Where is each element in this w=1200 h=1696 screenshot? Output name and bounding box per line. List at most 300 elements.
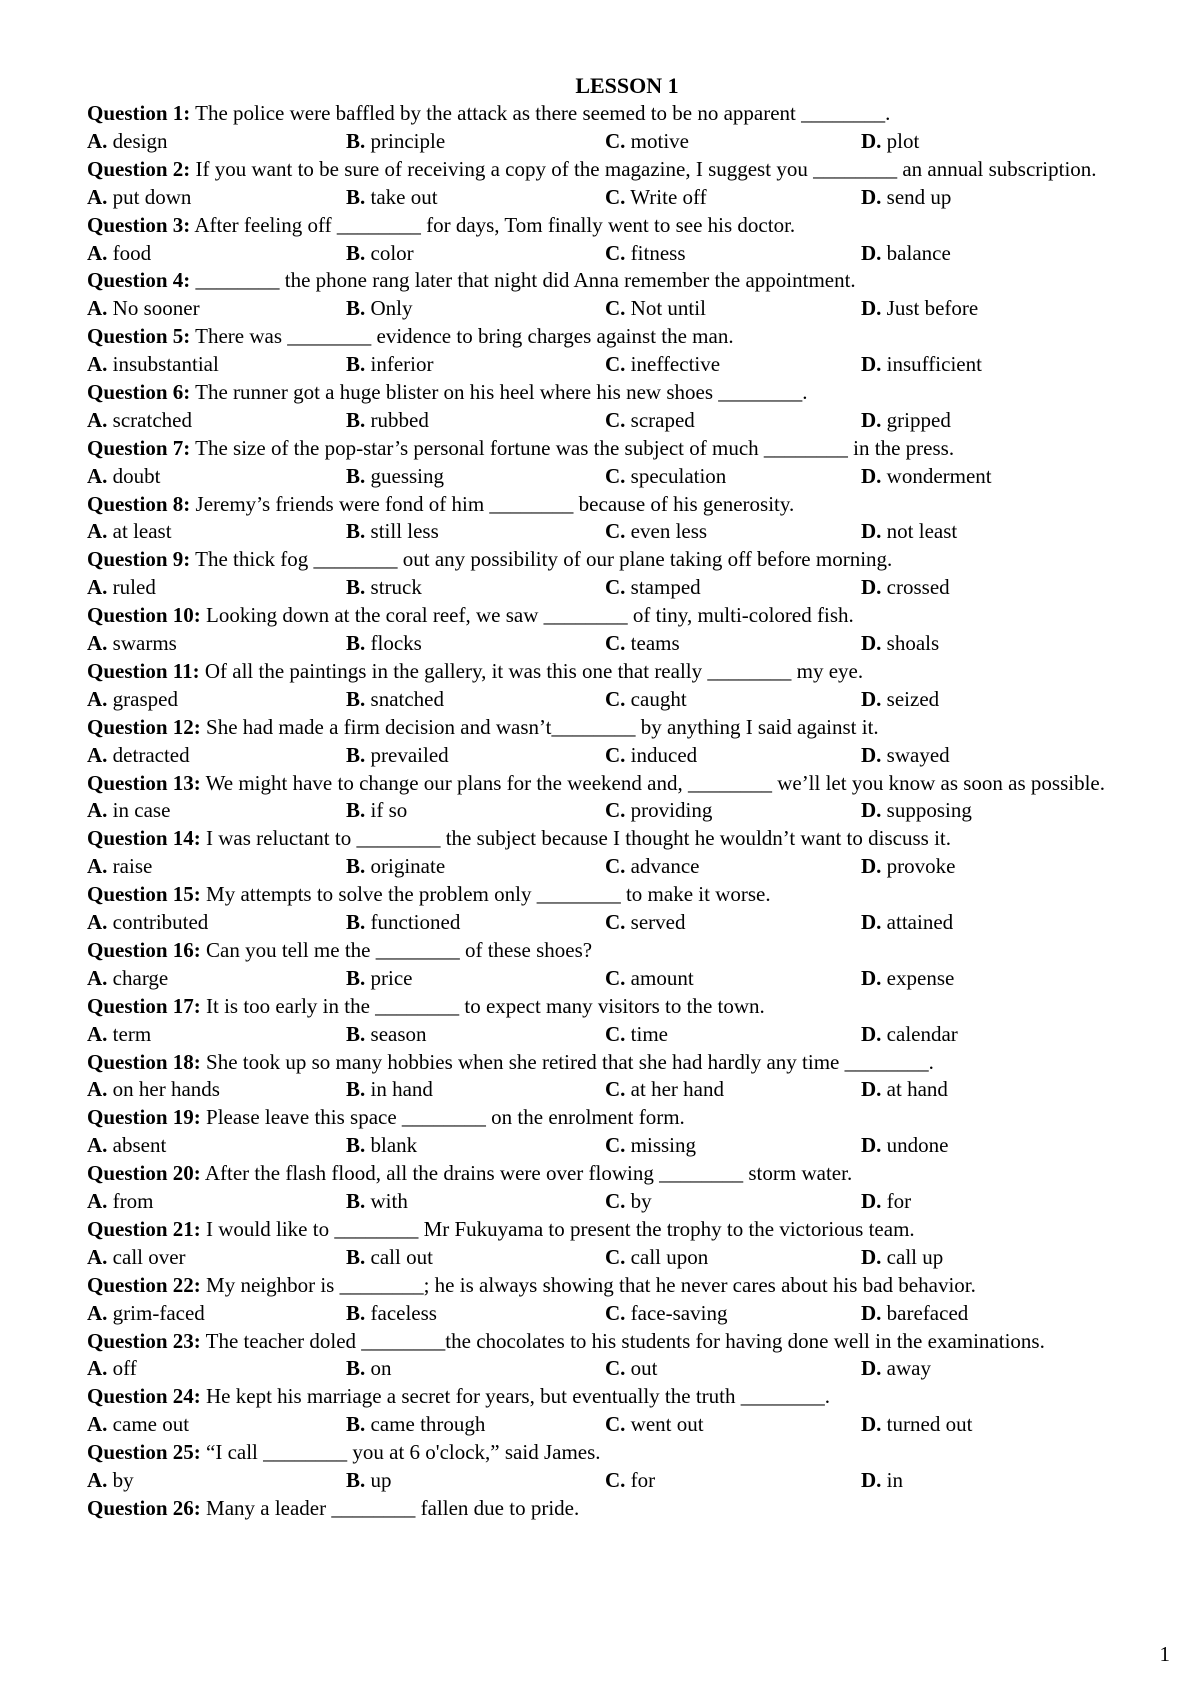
option-text: put down (112, 184, 192, 209)
answer-option (605, 407, 861, 435)
option-letter: C. (605, 686, 626, 711)
option-text: call out (370, 1244, 433, 1269)
answer-options (87, 1355, 1168, 1383)
option-text: face-saving (630, 1300, 728, 1325)
option-letter: C. (605, 631, 626, 656)
option-letter: D. (861, 631, 882, 656)
question-stem (87, 100, 1168, 128)
option-letter: D. (861, 184, 882, 209)
answer-option (861, 909, 1168, 937)
answer-option (87, 128, 346, 156)
option-text: grim-faced (112, 1300, 205, 1325)
option-letter: C. (605, 407, 626, 432)
answer-option (346, 1467, 605, 1495)
option-text: swayed (886, 742, 950, 767)
option-letter: D. (861, 575, 882, 600)
option-letter: D. (861, 463, 882, 488)
answer-option (87, 351, 346, 379)
option-letter: B. (346, 1412, 366, 1437)
option-letter: D. (861, 128, 882, 153)
question-label: Question 5: (87, 324, 191, 349)
option-letter: D. (861, 1244, 882, 1269)
question-text: Please leave this space ________ on the enrolment form. (206, 1105, 685, 1130)
question-stem (87, 658, 1168, 686)
answer-option (605, 184, 861, 212)
question-block (87, 1049, 1168, 1105)
option-text: came through (370, 1412, 486, 1437)
question-stem (87, 267, 1168, 295)
option-text: went out (630, 1412, 704, 1437)
answer-option (861, 1132, 1168, 1160)
question-label: Question 21: (87, 1216, 201, 1241)
answer-option (605, 797, 861, 825)
option-letter: B. (346, 965, 366, 990)
option-text: insubstantial (112, 352, 219, 377)
option-text: away (886, 1356, 931, 1381)
question-stem (87, 1439, 1168, 1467)
page-title: LESSON 1 (575, 73, 679, 98)
question-text: The teacher doled ________the chocolates to his students for having done well in the examinations. (205, 1328, 1045, 1353)
option-text: turned out (886, 1412, 973, 1437)
question-block (87, 1216, 1168, 1272)
question-label: Question 22: (87, 1272, 201, 1297)
option-text: undone (886, 1133, 949, 1158)
option-letter: C. (605, 296, 626, 321)
option-letter: A. (87, 1412, 108, 1437)
answer-option (605, 1076, 861, 1104)
option-letter: B. (346, 686, 366, 711)
question-block (87, 881, 1168, 937)
question-text: “I call ________ you at 6 o'clock,” said James. (206, 1440, 601, 1465)
option-text: detracted (112, 742, 190, 767)
question-text: Many a leader ________ fallen due to pride. (206, 1495, 580, 1520)
answer-option (87, 518, 346, 546)
option-letter: C. (605, 965, 626, 990)
question-stem (87, 323, 1168, 351)
option-text: design (112, 128, 168, 153)
question-stem (87, 770, 1168, 798)
answer-options (87, 630, 1168, 658)
option-letter: D. (861, 965, 882, 990)
option-letter: B. (346, 1468, 366, 1493)
answer-option (861, 463, 1168, 491)
option-letter: B. (346, 1021, 366, 1046)
answer-options (87, 797, 1168, 825)
option-letter: D. (861, 910, 882, 935)
question-label: Question 23: (87, 1328, 201, 1353)
question-label: Question 19: (87, 1105, 201, 1130)
option-text: call up (886, 1244, 944, 1269)
option-text: take out (370, 184, 438, 209)
option-letter: B. (346, 854, 366, 879)
answer-option (87, 463, 346, 491)
option-text: calendar (886, 1021, 958, 1046)
question-block (87, 212, 1168, 268)
answer-option (87, 853, 346, 881)
option-text: off (112, 1356, 137, 1381)
answer-options (87, 240, 1168, 268)
option-letter: D. (861, 1189, 882, 1214)
answer-options (87, 909, 1168, 937)
option-text: expense (886, 965, 955, 990)
question-label: Question 20: (87, 1161, 201, 1186)
option-letter: B. (346, 240, 366, 265)
question-stem (87, 1328, 1168, 1356)
option-letter: C. (605, 798, 626, 823)
answer-option (346, 463, 605, 491)
option-text: functioned (370, 910, 461, 935)
option-text: guessing (370, 463, 445, 488)
question-text: ________ the phone rang later that night did Anna remember the appointment. (195, 268, 856, 293)
answer-option (861, 1355, 1168, 1383)
answer-option (861, 797, 1168, 825)
option-letter: B. (346, 352, 366, 377)
answer-option (861, 1188, 1168, 1216)
answer-options (87, 1244, 1168, 1272)
answer-option (861, 295, 1168, 323)
answer-options (87, 1300, 1168, 1328)
option-text: struck (370, 575, 422, 600)
option-text: shoals (886, 631, 940, 656)
option-letter: D. (861, 296, 882, 321)
option-letter: B. (346, 575, 366, 600)
question-stem (87, 546, 1168, 574)
answer-option (861, 1021, 1168, 1049)
answer-option (861, 1244, 1168, 1272)
answer-options (87, 184, 1168, 212)
answer-option (87, 630, 346, 658)
question-label: Question 8: (87, 491, 191, 516)
question-text: Jeremy’s friends were fond of him ________ because of his generosity. (195, 491, 795, 516)
option-letter: C. (605, 128, 626, 153)
question-text: Of all the paintings in the gallery, it was this one that really ________ my eye. (204, 658, 864, 683)
option-letter: A. (87, 128, 108, 153)
question-block (87, 100, 1168, 156)
answer-option (346, 965, 605, 993)
option-text: on her hands (112, 1077, 220, 1102)
question-block (87, 1272, 1168, 1328)
option-text: insufficient (886, 352, 982, 377)
question-stem (87, 1383, 1168, 1411)
question-block (87, 1104, 1168, 1160)
answer-option (346, 184, 605, 212)
answer-option (605, 1188, 861, 1216)
answer-option (346, 1021, 605, 1049)
question-stem (87, 714, 1168, 742)
answer-option (861, 630, 1168, 658)
option-letter: C. (605, 1412, 626, 1437)
answer-option (87, 742, 346, 770)
question-text: The thick fog ________ out any possibility of our plane taking off before morning. (195, 547, 893, 572)
answer-option (346, 518, 605, 546)
answer-option (861, 686, 1168, 714)
option-letter: A. (87, 631, 108, 656)
option-letter: A. (87, 1468, 108, 1493)
option-text: stamped (630, 575, 701, 600)
option-letter: C. (605, 1133, 626, 1158)
option-text: balance (886, 240, 951, 265)
option-text: by (630, 1189, 652, 1214)
question-block (87, 937, 1168, 993)
question-block (87, 602, 1168, 658)
answer-option (605, 742, 861, 770)
option-text: Just before (886, 296, 979, 321)
question-block (87, 379, 1168, 435)
option-letter: A. (87, 1021, 108, 1046)
answer-option (861, 407, 1168, 435)
answer-option (861, 965, 1168, 993)
answer-options (87, 686, 1168, 714)
question-text: The size of the pop-star’s personal fortune was the subject of much ________ in the press. (195, 435, 955, 460)
option-letter: D. (861, 1300, 882, 1325)
question-label: Question 14: (87, 826, 201, 851)
option-letter: D. (861, 1356, 882, 1381)
option-letter: A. (87, 296, 108, 321)
option-text: provoke (886, 854, 956, 879)
option-text: swarms (112, 631, 177, 656)
question-label: Question 15: (87, 882, 201, 907)
option-letter: A. (87, 742, 108, 767)
option-text: in hand (370, 1077, 433, 1102)
answer-option (346, 1132, 605, 1160)
option-text: time (630, 1021, 668, 1046)
answer-option (346, 853, 605, 881)
option-text: induced (630, 742, 698, 767)
answer-option (87, 686, 346, 714)
option-text: ineffective (630, 352, 721, 377)
answer-option (346, 574, 605, 602)
option-letter: D. (861, 240, 882, 265)
option-letter: B. (346, 407, 366, 432)
option-text: in (886, 1468, 904, 1493)
option-letter: C. (605, 910, 626, 935)
option-letter: A. (87, 1077, 108, 1102)
option-text: Write off (630, 184, 707, 209)
option-letter: A. (87, 463, 108, 488)
option-letter: D. (861, 407, 882, 432)
option-letter: A. (87, 519, 108, 544)
answer-option (861, 853, 1168, 881)
question-stem (87, 993, 1168, 1021)
answer-options (87, 407, 1168, 435)
answer-option (346, 240, 605, 268)
option-letter: B. (346, 1133, 366, 1158)
answer-option (605, 1021, 861, 1049)
option-letter: C. (605, 463, 626, 488)
option-letter: B. (346, 631, 366, 656)
answer-option (346, 128, 605, 156)
option-letter: C. (605, 519, 626, 544)
option-letter: B. (346, 1300, 366, 1325)
option-letter: D. (861, 686, 882, 711)
question-text: She had made a firm decision and wasn’t________ by anything I said against it. (206, 714, 879, 739)
option-letter: C. (605, 742, 626, 767)
option-letter: A. (87, 352, 108, 377)
answer-option (346, 295, 605, 323)
option-text: out (630, 1356, 658, 1381)
option-text: barefaced (886, 1300, 969, 1325)
option-letter: A. (87, 407, 108, 432)
option-text: teams (630, 631, 680, 656)
question-stem (87, 379, 1168, 407)
option-letter: B. (346, 128, 366, 153)
answer-option (861, 1300, 1168, 1328)
answer-option (346, 1355, 605, 1383)
question-stem (87, 881, 1168, 909)
question-stem (87, 491, 1168, 519)
option-text: for (886, 1189, 912, 1214)
option-text: doubt (112, 463, 161, 488)
answer-option (87, 1411, 346, 1439)
answer-option (605, 1355, 861, 1383)
answer-option (346, 909, 605, 937)
option-letter: A. (87, 910, 108, 935)
answer-option (861, 240, 1168, 268)
question-text: He kept his marriage a secret for years, but eventually the truth ________. (206, 1384, 830, 1409)
option-text: if so (370, 798, 408, 823)
answer-option (346, 686, 605, 714)
option-text: with (370, 1189, 408, 1214)
option-letter: A. (87, 1189, 108, 1214)
answer-options (87, 574, 1168, 602)
answer-options (87, 1188, 1168, 1216)
answer-option (87, 184, 346, 212)
answer-option (346, 1188, 605, 1216)
option-letter: B. (346, 184, 366, 209)
option-text: seized (886, 686, 940, 711)
option-text: gripped (886, 407, 951, 432)
question-stem (87, 1049, 1168, 1077)
answer-option (605, 1300, 861, 1328)
option-text: season (370, 1021, 427, 1046)
question-text: She took up so many hobbies when she retired that she had hardly any time ________. (206, 1049, 934, 1074)
option-letter: A. (87, 184, 108, 209)
option-text: raise (112, 854, 153, 879)
question-text: I was reluctant to ________ the subject because I thought he wouldn’t want to discuss it. (206, 826, 951, 851)
option-text: providing (630, 798, 713, 823)
answer-option (861, 184, 1168, 212)
question-text: If you want to be sure of receiving a copy of the magazine, I suggest you ________ an annual subscription. (195, 156, 1097, 181)
answer-option (87, 797, 346, 825)
answer-option (346, 630, 605, 658)
answer-option (605, 853, 861, 881)
option-text: grasped (112, 686, 178, 711)
option-letter: A. (87, 240, 108, 265)
question-list (87, 100, 1168, 1523)
answer-option (605, 518, 861, 546)
answer-option (87, 909, 346, 937)
option-letter: B. (346, 296, 366, 321)
question-block (87, 993, 1168, 1049)
option-text: fitness (630, 240, 686, 265)
answer-option (861, 742, 1168, 770)
answer-option (861, 1076, 1168, 1104)
question-block (87, 1495, 1168, 1523)
option-letter: D. (861, 742, 882, 767)
answer-option (605, 351, 861, 379)
answer-option (605, 240, 861, 268)
question-text: My attempts to solve the problem only ________ to make it worse. (206, 882, 771, 907)
question-label: Question 17: (87, 993, 201, 1018)
option-text: plot (886, 128, 920, 153)
option-text: attained (886, 910, 954, 935)
answer-option (605, 1467, 861, 1495)
option-text: served (630, 910, 686, 935)
question-stem (87, 435, 1168, 463)
option-letter: D. (861, 1077, 882, 1102)
answer-option (605, 1132, 861, 1160)
answer-options (87, 463, 1168, 491)
option-letter: C. (605, 1189, 626, 1214)
option-text: still less (370, 519, 439, 544)
option-text: color (370, 240, 414, 265)
option-text: Only (370, 296, 413, 321)
question-block (87, 435, 1168, 491)
question-text: It is too early in the ________ to expect many visitors to the town. (206, 993, 765, 1018)
answer-options (87, 742, 1168, 770)
option-text: contributed (112, 910, 209, 935)
option-text: up (370, 1468, 392, 1493)
option-letter: C. (605, 1077, 626, 1102)
question-stem (87, 602, 1168, 630)
answer-option (346, 1076, 605, 1104)
question-label: Question 16: (87, 937, 201, 962)
option-letter: A. (87, 1244, 108, 1269)
option-text: term (112, 1021, 152, 1046)
option-text: principle (370, 128, 446, 153)
option-text: Not until (630, 296, 706, 321)
option-text: charge (112, 965, 169, 990)
answer-option (861, 1411, 1168, 1439)
option-text: No sooner (112, 296, 200, 321)
answer-option (87, 407, 346, 435)
option-letter: D. (861, 1133, 882, 1158)
option-letter: D. (861, 1021, 882, 1046)
option-letter: C. (605, 1356, 626, 1381)
answer-options (87, 128, 1168, 156)
option-text: snatched (370, 686, 444, 711)
question-label: Question 18: (87, 1049, 201, 1074)
question-block (87, 770, 1168, 826)
option-text: faceless (370, 1300, 437, 1325)
option-text: send up (886, 184, 952, 209)
question-stem (87, 1495, 1168, 1523)
option-text: from (112, 1189, 154, 1214)
option-letter: B. (346, 1189, 366, 1214)
option-letter: C. (605, 1300, 626, 1325)
question-stem (87, 156, 1168, 184)
option-text: originate (370, 854, 446, 879)
answer-options (87, 1132, 1168, 1160)
option-text: for (630, 1468, 656, 1493)
question-text: My neighbor is ________; he is always showing that he never cares about his bad behavior. (206, 1272, 976, 1297)
question-block (87, 1328, 1168, 1384)
option-letter: A. (87, 686, 108, 711)
option-text: caught (630, 686, 687, 711)
option-text: advance (630, 854, 700, 879)
answer-option (346, 797, 605, 825)
option-letter: C. (605, 1021, 626, 1046)
option-letter: B. (346, 1077, 366, 1102)
option-text: at least (112, 519, 172, 544)
answer-option (346, 1300, 605, 1328)
answer-option (605, 630, 861, 658)
question-text: Looking down at the coral reef, we saw ________ of tiny, multi-colored fish. (206, 603, 854, 628)
answer-option (861, 128, 1168, 156)
answer-options (87, 853, 1168, 881)
question-text: We might have to change our plans for the weekend and, ________ we’ll let you know as soon as possible. (205, 770, 1106, 795)
answer-option (87, 965, 346, 993)
